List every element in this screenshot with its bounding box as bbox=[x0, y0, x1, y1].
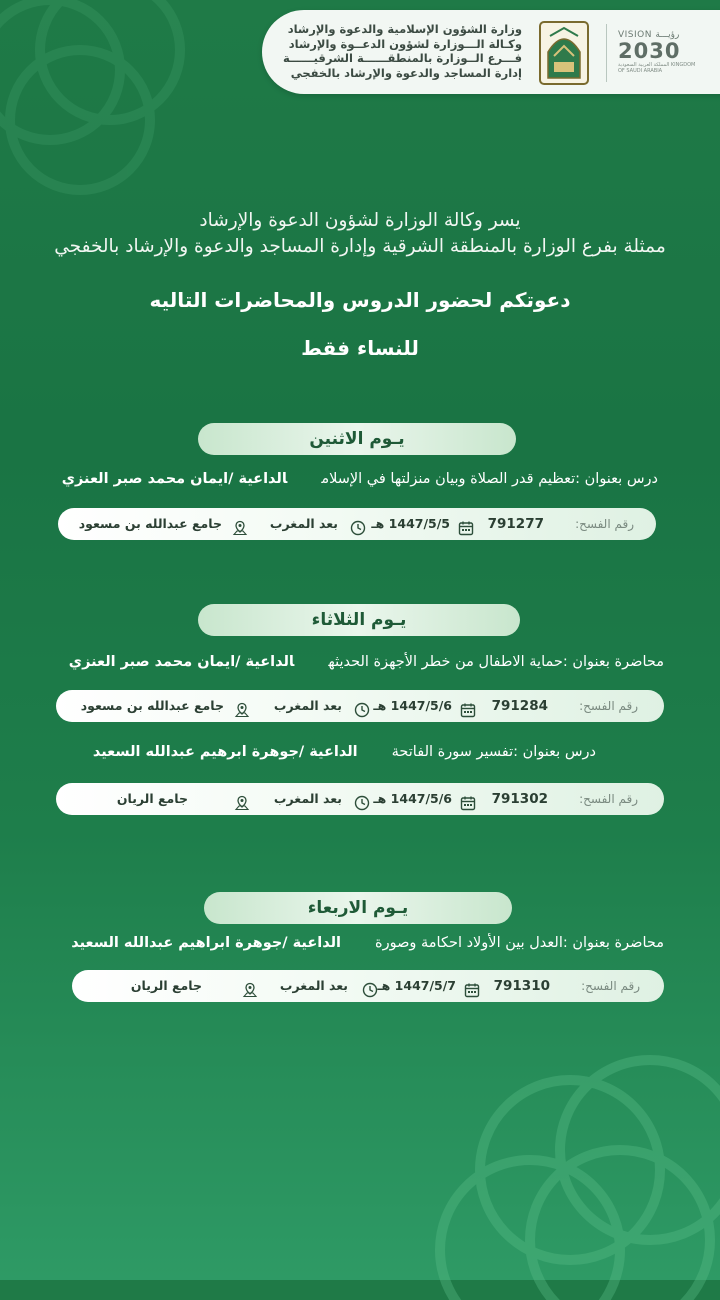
location-icon bbox=[234, 698, 250, 714]
info-bar-tuesday-1 bbox=[56, 690, 664, 722]
session-mosque: جامع عبدالله بن مسعود bbox=[80, 698, 224, 713]
day-tuesday-pill: يـوم الثلاثاء bbox=[198, 604, 520, 636]
lesson-title: درس بعنوان :تعظيم قدر الصلاة وبيان منزلتها في الإسلام bbox=[321, 471, 658, 487]
session-mosque: جامع الريان bbox=[116, 791, 188, 806]
location-icon bbox=[242, 978, 258, 994]
info-bar-monday-1 bbox=[58, 508, 656, 540]
permit-number: 791277 bbox=[487, 516, 544, 532]
permit-label: رقم الفسح: bbox=[579, 792, 638, 806]
lesson-tuesday-2 bbox=[93, 744, 596, 760]
lesson-tuesday-1 bbox=[69, 654, 664, 670]
location-icon bbox=[234, 791, 250, 807]
session-mosque: جامع عبدالله بن مسعود bbox=[78, 516, 222, 531]
intro-text bbox=[20, 208, 700, 260]
session-time: بعد المغرب bbox=[279, 978, 348, 993]
ministry-name-block bbox=[283, 22, 522, 80]
permit-label: رقم الفسح: bbox=[581, 979, 640, 993]
permit-label: رقم الفسح: bbox=[579, 699, 638, 713]
lesson-title: محاضرة بعنوان :حماية الاطفال من خطر الأجهزة الحديثه bbox=[328, 654, 664, 670]
ministry-line-3: فـــرع الــوزارة بالمنطقــــــة الشرقيــــــة bbox=[283, 51, 522, 65]
day-monday-pill: يـوم الاثنين bbox=[198, 423, 516, 455]
ministry-line-4: إدارة المساجد والدعوة والإرشاد بالخفجي bbox=[290, 65, 522, 80]
lesson-speaker: الداعية /ايمان محمد صبر العنزي bbox=[61, 471, 288, 487]
lesson-wednesday-1 bbox=[71, 935, 664, 951]
lesson-speaker: الداعية /ايمان محمد صبر العنزي bbox=[68, 654, 295, 670]
ministry-emblem-icon bbox=[536, 16, 592, 88]
vision-year: 2030 bbox=[618, 39, 681, 63]
session-time: بعد المغرب bbox=[269, 516, 338, 531]
session-time: بعد المغرب bbox=[273, 698, 342, 713]
session-date: 1447/5/7 هـ bbox=[377, 978, 456, 993]
ministry-line-1: وزارة الشؤون الإسلامية والدعوة والإرشاد bbox=[287, 22, 522, 36]
permit-number: 791302 bbox=[491, 791, 548, 807]
header-divider bbox=[606, 24, 607, 82]
intro-line-1: يسر وكالة الوزارة لشؤون الدعوة والإرشاد bbox=[199, 210, 521, 231]
ministry-header bbox=[262, 10, 720, 94]
permit-label: رقم الفسح: bbox=[575, 517, 634, 531]
clock-icon bbox=[354, 791, 370, 807]
info-bar-tuesday-2 bbox=[56, 783, 664, 815]
ministry-line-2: وكـالة الـــوزارة لشؤون الدعــوة والإرشاد bbox=[288, 36, 522, 51]
session-date: 1447/5/6 هـ bbox=[373, 791, 452, 806]
lesson-monday-1 bbox=[62, 471, 658, 487]
permit-number: 791284 bbox=[491, 698, 548, 714]
lesson-speaker: الداعية /جوهرة ابراهيم عبدالله السعيد bbox=[71, 935, 341, 951]
vision-2030-logo bbox=[618, 30, 698, 80]
calendar-icon bbox=[458, 516, 474, 532]
calendar-icon bbox=[460, 698, 476, 714]
audience-heading: للنساء فقط bbox=[301, 336, 419, 360]
lesson-title: محاضرة بعنوان :العدل بين الأولاد احكامة وصورة bbox=[375, 935, 664, 951]
lesson-speaker: الداعية /جوهرة ابرهيم عبدالله السعيد bbox=[92, 744, 358, 760]
invitation-heading: دعوتكم لحضور الدروس والمحاضرات التاليه bbox=[149, 288, 571, 312]
session-mosque: جامع الريان bbox=[130, 978, 202, 993]
clock-icon bbox=[350, 516, 366, 532]
clock-icon bbox=[362, 978, 378, 994]
intro-line-2: ممثلة بفرع الوزارة بالمنطقة الشرقية وإدارة المساجد والدعوة والإرشاد بالخفجي bbox=[54, 236, 666, 257]
day-wednesday-pill: يـوم الاربعاء bbox=[204, 892, 512, 924]
clock-icon bbox=[354, 698, 370, 714]
background-pattern-top-left bbox=[0, 0, 220, 210]
background-pattern-bottom-right bbox=[420, 1040, 720, 1300]
session-time: بعد المغرب bbox=[273, 791, 342, 806]
vision-subtitle: المملكة العربية السعودية KINGDOM OF SAUDI ARABIA bbox=[618, 62, 696, 74]
calendar-icon bbox=[460, 791, 476, 807]
session-date: 1447/5/6 هـ bbox=[373, 698, 452, 713]
permit-number: 791310 bbox=[493, 978, 550, 994]
session-date: 1447/5/5 هـ bbox=[371, 516, 450, 531]
info-bar-wednesday-1 bbox=[72, 970, 664, 1002]
lesson-title: درس بعنوان :تفسير سورة الفاتحة bbox=[391, 744, 596, 760]
calendar-icon bbox=[464, 978, 480, 994]
location-icon bbox=[232, 516, 248, 532]
vision-title: VISION رؤيـــة bbox=[618, 30, 680, 40]
